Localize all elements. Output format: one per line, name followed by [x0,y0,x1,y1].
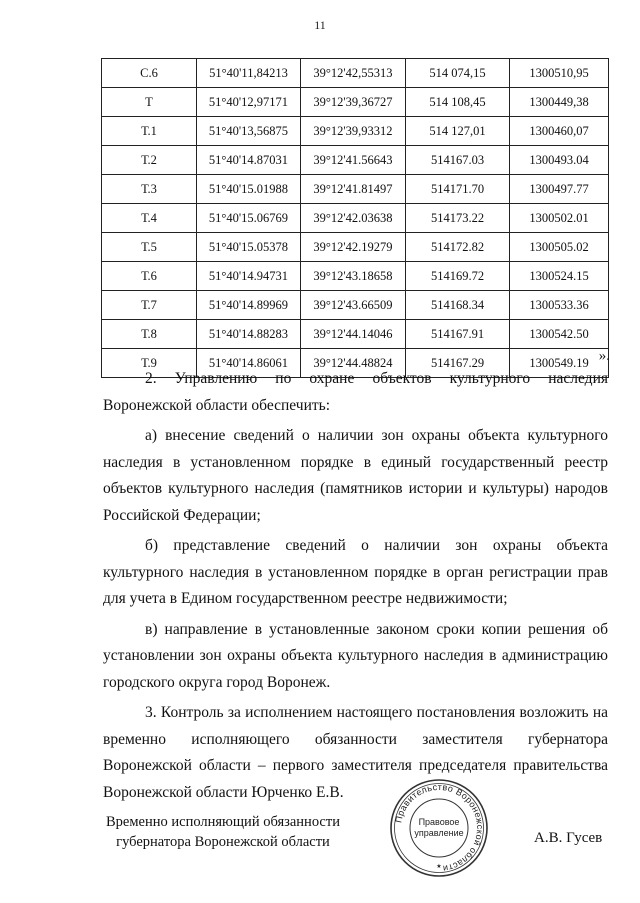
table-cell: 1300460,07 [510,117,609,146]
seal-center-line-2: управление [414,828,464,838]
table-cell: 39°12'42,55313 [301,59,406,88]
table-row [102,117,609,146]
table-cell: Т.8 [102,320,197,349]
document-body [103,366,608,806]
table-cell: 39°12'39,93312 [301,117,406,146]
table-row [102,291,609,320]
paragraph-2a: а) внесение сведений о наличии зон охраны объекта культурного наследия в установленном порядке в единый государственный реестр объектов культурного наследия (памятников истории и культуры) народов Российской Федерации; [103,427,608,524]
table-cell: 1300524.15 [510,262,609,291]
table-cell: 51°40'13,56875 [197,117,301,146]
table-cell: 1300502.01 [510,204,609,233]
table-row [102,146,609,175]
table-cell: 51°40'14.87031 [197,146,301,175]
table-cell: 39°12'39,36727 [301,88,406,117]
signatory-title-line-2: губернатора Воронежской области [116,834,330,850]
table-cell: 39°12'41.81497 [301,175,406,204]
table-cell: 514172.82 [406,233,510,262]
table-cell: 1300533.36 [510,291,609,320]
table-cell: 514171.70 [406,175,510,204]
table-cell: 39°12'42.19279 [301,233,406,262]
table-cell: Т.1 [102,117,197,146]
table-cell: 39°12'41.56643 [301,146,406,175]
table-row [102,320,609,349]
table-cell: 51°40'14.89969 [197,291,301,320]
seal-star-icon: ★ [436,863,442,870]
paragraph-2: 2. Управлению по охране объектов культурного наследия Воронежской области обеспечить: [103,370,608,414]
table-cell: 1300497.77 [510,175,609,204]
official-seal-stamp [389,778,489,878]
table-cell: 514168.34 [406,291,510,320]
table-cell: 51°40'12,97171 [197,88,301,117]
table-cell: 1300505.02 [510,233,609,262]
table-cell: Т [102,88,197,117]
table-cell: 514 108,45 [406,88,510,117]
table-closing-quote: ». [598,348,610,364]
table-cell: 514 074,15 [406,59,510,88]
table-cell: 514173.22 [406,204,510,233]
table-row [102,175,609,204]
table-cell: Т.2 [102,146,197,175]
table-cell: 514 127,01 [406,117,510,146]
table-cell: 1300549.19 [510,349,609,378]
signatory-name: А.В. Гусев [534,830,603,846]
table-cell: 514169.72 [406,262,510,291]
table-cell: 51°40'15.01988 [197,175,301,204]
table-cell: С.6 [102,59,197,88]
seal-ring-text: Правительство Воронежской области [393,781,486,874]
table-row [102,204,609,233]
table-cell: 514167.03 [406,146,510,175]
table-cell: 39°12'44.14046 [301,320,406,349]
table-cell: 51°40'15.05378 [197,233,301,262]
coordinates-table-body [102,59,609,378]
coordinates-table [101,58,609,378]
table-cell: 1300542.50 [510,320,609,349]
table-cell: 39°12'43.66509 [301,291,406,320]
table-cell: 51°40'14.86061 [197,349,301,378]
table-cell: Т.7 [102,291,197,320]
seal-center-line-1: Правовое [418,817,460,827]
signatory-title [103,812,343,852]
table-cell: Т.6 [102,262,197,291]
table-cell: 51°40'11,84213 [197,59,301,88]
table-row [102,88,609,117]
signatory-title-line-1: Временно исполняющий обязанности [106,814,340,830]
table-row [102,233,609,262]
table-row [102,262,609,291]
table-cell: 51°40'14.88283 [197,320,301,349]
table-cell: Т.4 [102,204,197,233]
table-cell: 1300493.04 [510,146,609,175]
table-cell: 1300449,38 [510,88,609,117]
table-cell: 514167.91 [406,320,510,349]
table-cell: 39°12'44.48824 [301,349,406,378]
table-cell: 39°12'43.18658 [301,262,406,291]
table-cell: 51°40'15.06769 [197,204,301,233]
table-cell: Т.9 [102,349,197,378]
table-cell: Т.5 [102,233,197,262]
paragraph-2c: в) направление в установленные законом сроки копии решения об установлении зон охраны объекта культурного наследия в администрацию городского округа город Воронеж. [103,620,608,691]
page-number: 11 [314,18,326,32]
table-cell: 39°12'42.03638 [301,204,406,233]
table-cell: 51°40'14.94731 [197,262,301,291]
paragraph-2b: б) представление сведений о наличии зон охраны объекта культурного наследия в установленном порядке в орган регистрации прав для учета в Едином государственном реестре недвижимости; [103,537,608,607]
paragraph-3: 3. Контроль за исполнением настоящего постановления возложить на временно исполняющего обязанности заместителя губернатора Воронежской области – первого заместителя председателя правительства Воронежской области Юрченко Е.В. [103,704,608,801]
table-cell: 514167.29 [406,349,510,378]
table-cell: Т.3 [102,175,197,204]
table-cell: 1300510,95 [510,59,609,88]
table-row [102,59,609,88]
